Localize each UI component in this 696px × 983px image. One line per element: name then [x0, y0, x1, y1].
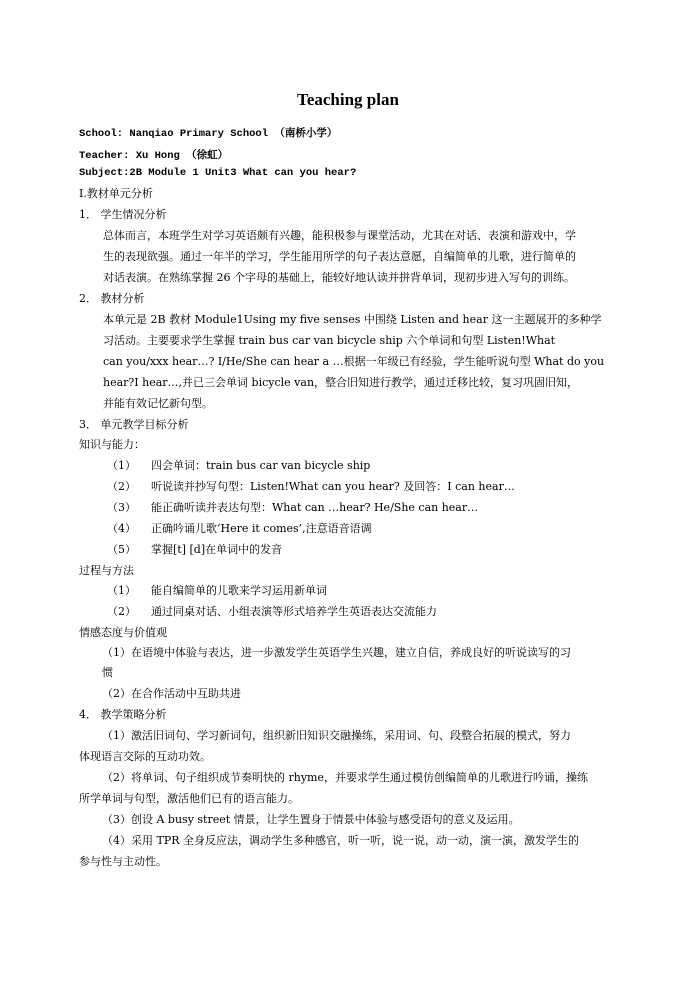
list-item — [107, 459, 370, 473]
section-heading: Ⅰ.教材单元分析 — [79, 187, 153, 200]
list-number: （4） — [107, 522, 136, 535]
list-item — [107, 522, 372, 536]
page-title: Teaching plan — [297, 90, 399, 109]
emotion-heading: 情感态度与价值观 — [79, 626, 167, 639]
paragraph-line: 对话表演。在熟练掌握 26 个字母的基础上，能较好地认读并拼背单词，现初步进入写句的训练。 — [103, 271, 575, 284]
list-text: 正确吟诵儿歌‘Here it comes’,注意语音语调 — [151, 522, 372, 535]
paragraph-line: （1）激活旧词句、学习新词句，组织新旧知识交融操练，采用词、句、段整合拓展的模式，努力 — [102, 729, 571, 742]
list-number: （2） — [107, 480, 136, 493]
list-text: 能正确听读并表达句型：What can …hear? He/She can hear… — [151, 501, 479, 514]
paragraph-line: can you/xxx hear…? I/He/She can hear a …根据一年级已有经验，学生能听说句型 What do you — [103, 355, 605, 368]
paragraph-line: 体现语言交际的互动功效。 — [79, 750, 211, 763]
list-number: （3） — [107, 501, 136, 514]
paragraph-line: 本单元是 2B 教材 Module1Using my five senses 中围绕 Listen and hear 这一主题展开的多种学 — [103, 313, 602, 326]
list-number: （1） — [107, 584, 136, 597]
paragraph-line: （3）创设 A busy street 情景，让学生置身于情景中体验与感受语句的意义及运用。 — [102, 813, 520, 826]
list-number: （1） — [107, 459, 136, 472]
process-heading: 过程与方法 — [79, 564, 134, 577]
paragraph-line: （1）在语境中体验与表达，进一步激发学生英语学生兴趣，建立自信，养成良好的听说读写的习 — [102, 646, 571, 659]
list-item — [107, 543, 282, 557]
paragraph-line: （2）将单词、句子组织成节奏明快的 rhyme，并要求学生通过模仿创编简单的儿歌进行吟诵，操练 — [102, 771, 588, 784]
textbook-analysis-heading: 2． 教材分析 — [79, 292, 145, 305]
list-text: 四会单词：train bus car van bicycle ship — [151, 459, 371, 472]
strategy-heading: 4． 教学策略分析 — [79, 708, 167, 721]
paragraph-line: 生的表现欲强。通过一年半的学习，学生能用所学的句子表达意愿，自编简单的儿歌，进行简单的 — [103, 250, 576, 263]
paragraph-line: （2）在合作活动中互助共进 — [102, 687, 241, 700]
subject-line: Subject:2B Module 1 Unit3 What can you hear? — [79, 167, 357, 179]
paragraph-line: 所学单词与句型，激活他们已有的语言能力。 — [79, 792, 299, 805]
list-number: （5） — [107, 543, 136, 556]
list-item — [107, 501, 478, 515]
paragraph-line: 参与性与主动性。 — [79, 855, 167, 868]
list-text: 听说读并抄写句型：Listen!What can you hear? 及回答：I can hear… — [151, 480, 515, 493]
paragraph-line: 惯 — [102, 666, 113, 679]
school-line: School: Nanqiao Primary School （南桥小学） — [79, 128, 338, 140]
objectives-heading: 3． 单元教学目标分析 — [79, 418, 189, 431]
list-text: 能自编简单的儿歌来学习运用新单词 — [151, 584, 327, 597]
list-number: （2） — [107, 605, 136, 618]
paragraph-line: 总体而言，本班学生对学习英语颇有兴趣，能积极参与课堂活动，尤其在对话、表演和游戏中，学 — [103, 229, 576, 242]
paragraph-line: 并能有效记忆新句型。 — [103, 397, 213, 410]
paragraph-line: hear?I hear…,并已三会单词 bicycle van，整合旧知进行教学，通过迁移比较，复习巩固旧知， — [103, 376, 579, 389]
paragraph-line: 习活动。主要要求学生掌握 train bus car van bicycle ship 六个单词和句型 Listen!What — [103, 334, 556, 347]
student-analysis-heading: 1． 学生情况分析 — [79, 208, 167, 221]
knowledge-heading: 知识与能力： — [79, 438, 145, 451]
list-item — [107, 584, 327, 598]
list-item — [107, 605, 437, 619]
teacher-line: Teacher: Xu Hong （徐虹） — [79, 150, 229, 162]
paragraph-line: （4）采用 TPR 全身反应法，调动学生多种感官，听一听，说一说，动一动，演一演，激发学生的 — [102, 834, 580, 847]
list-text: 通过同桌对话、小组表演等形式培养学生英语表达交流能力 — [151, 605, 437, 618]
list-item — [107, 480, 515, 494]
list-text: 掌握[t] [d]在单词中的发音 — [151, 543, 283, 556]
